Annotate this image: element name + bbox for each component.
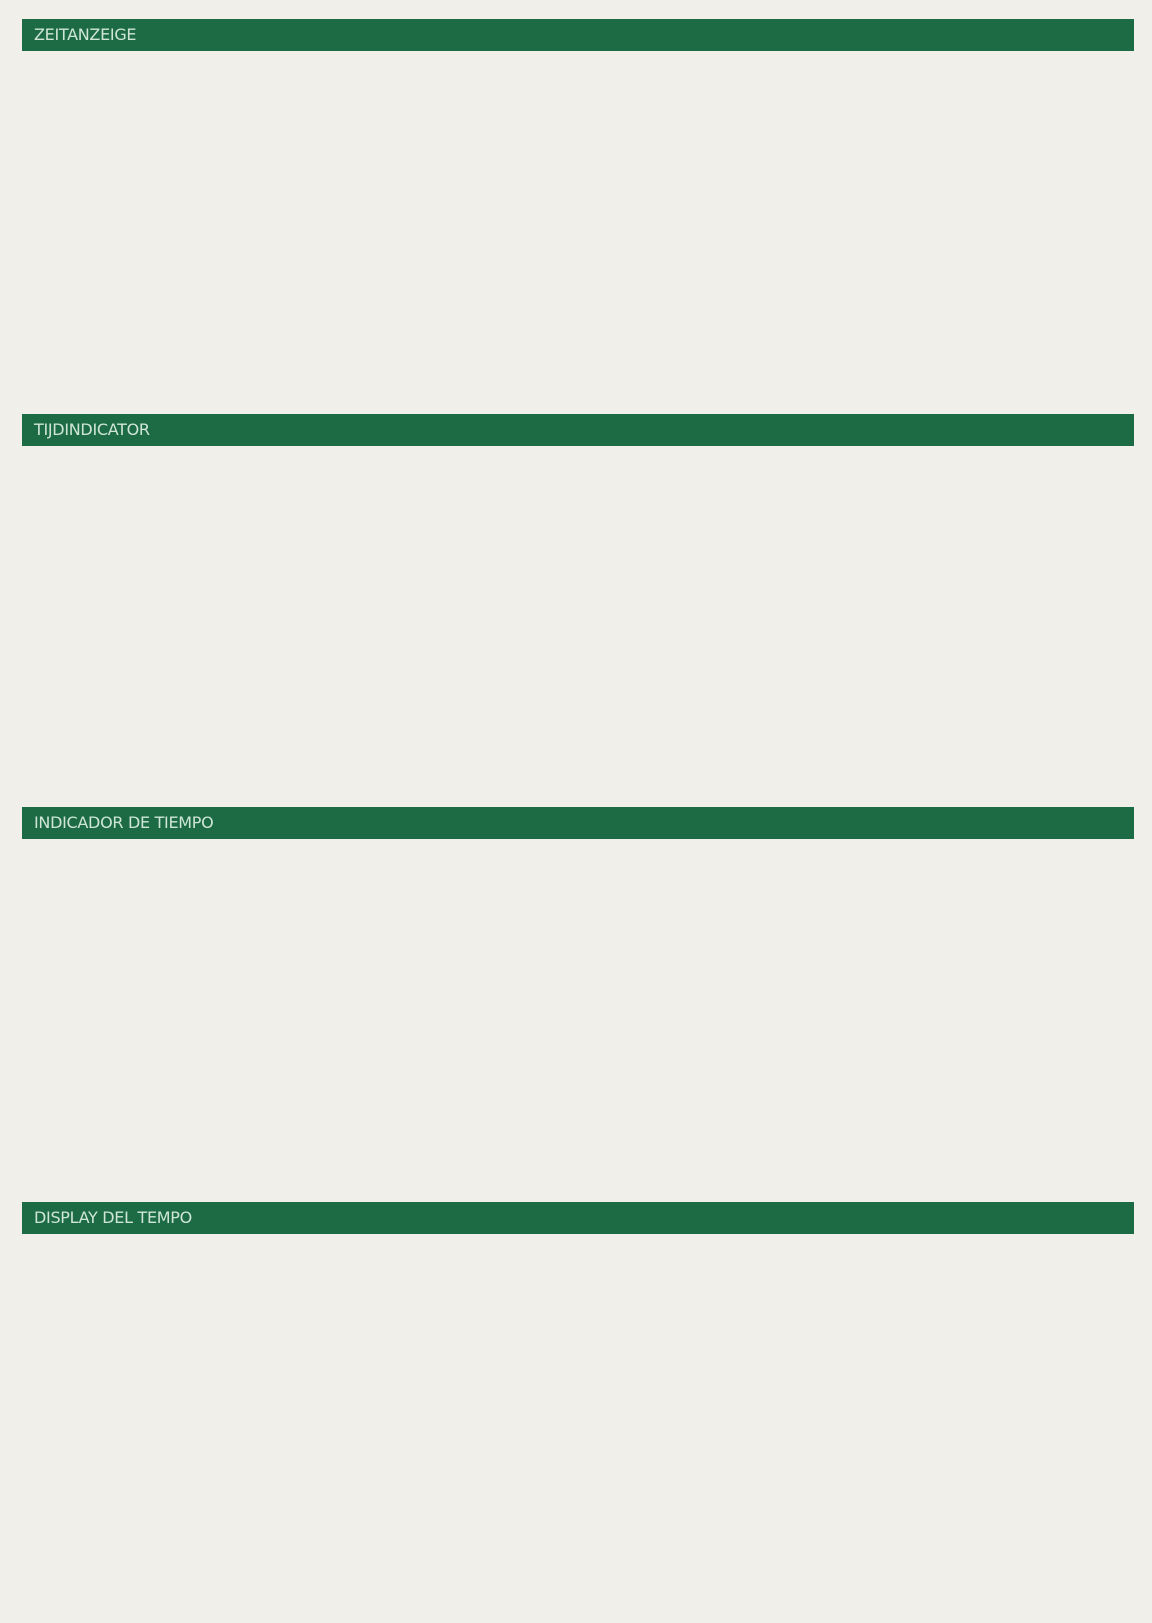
section-zeitanzeige xyxy=(22,19,1134,65)
section-indicador-de-tiempo xyxy=(22,807,1134,853)
section-tijdindicator xyxy=(22,414,1134,460)
section-header: TIJDINDICATOR xyxy=(22,414,1134,446)
section-display-del-tempo xyxy=(22,1202,1134,1248)
section-header: ZEITANZEIGE xyxy=(22,19,1134,51)
section-header: DISPLAY DEL TEMPO xyxy=(22,1202,1134,1234)
section-header: INDICADOR DE TIEMPO xyxy=(22,807,1134,839)
